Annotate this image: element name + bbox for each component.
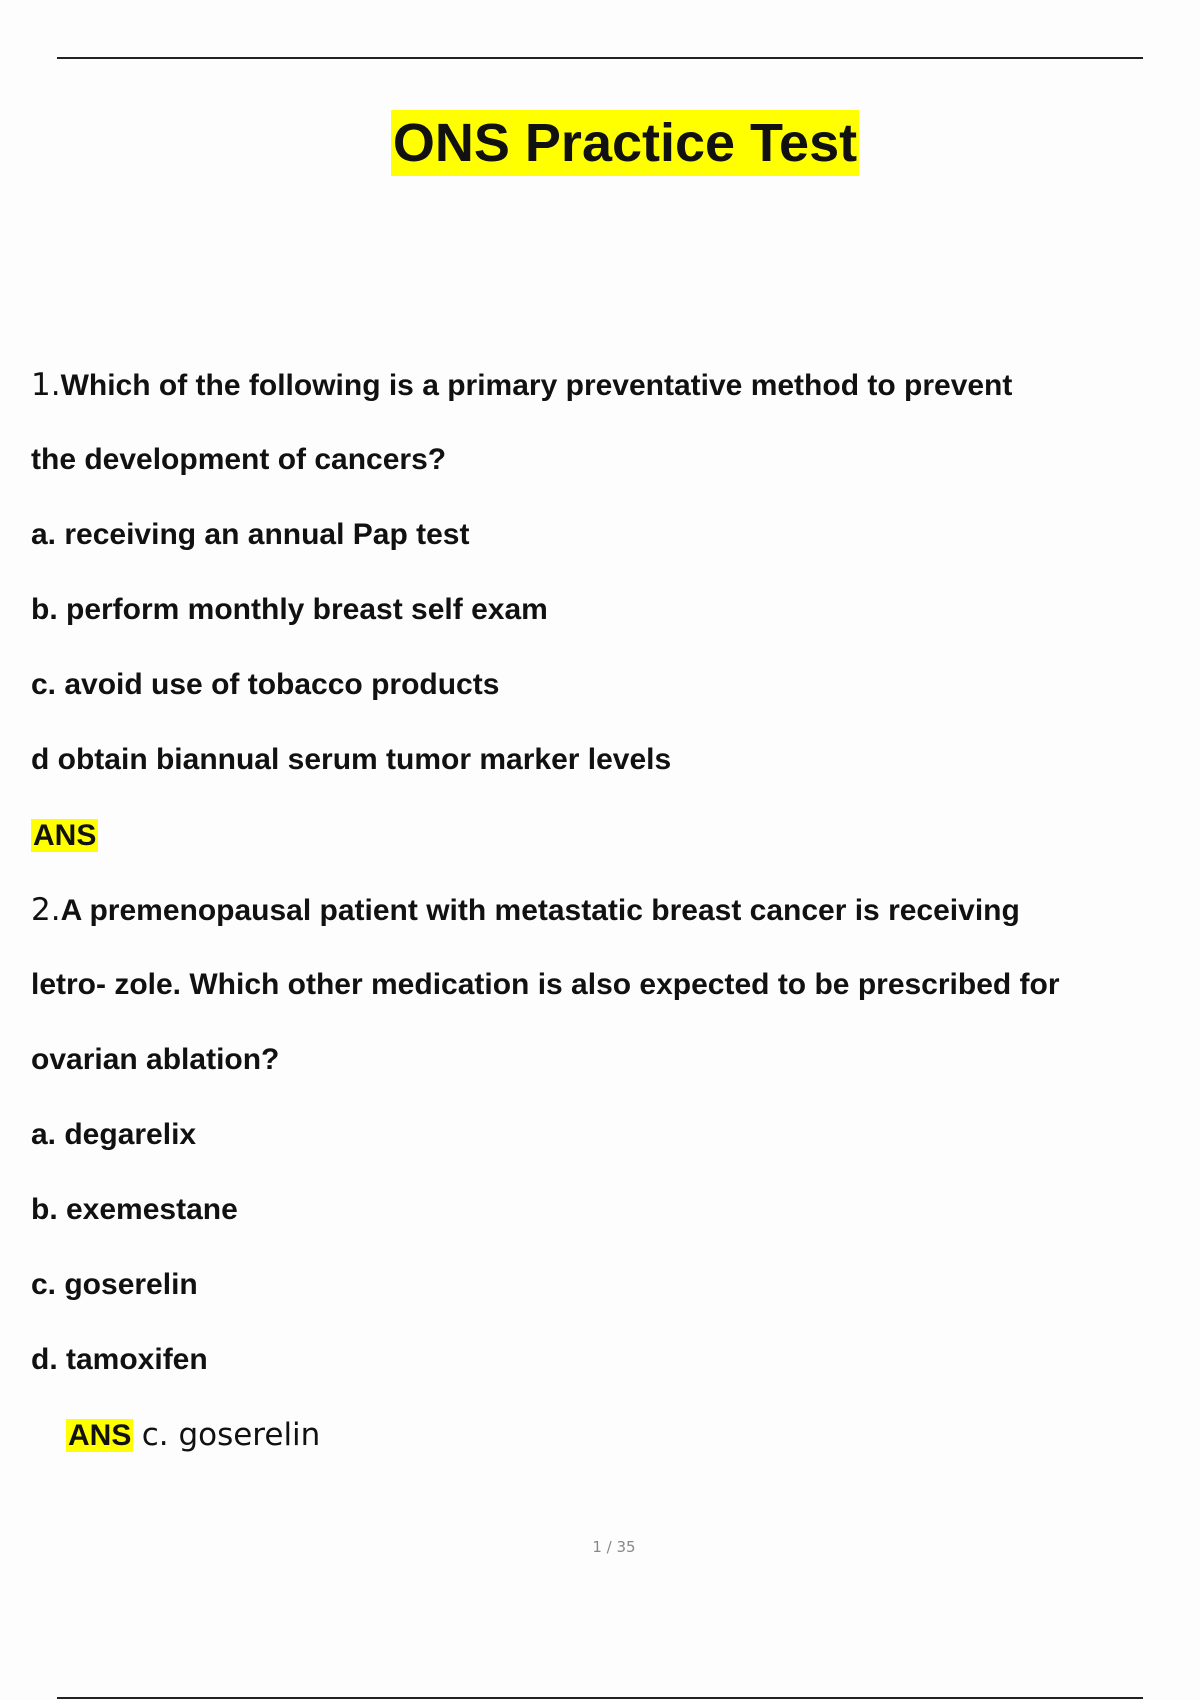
- question-stem-text: Which of the following is a primary preventative method to prevent: [60, 369, 1013, 402]
- question-stem-line: [31, 875, 1161, 950]
- answer-option: a. degarelix: [31, 1118, 197, 1151]
- question-stem-line: the development of cancers?: [31, 443, 447, 476]
- page-number: 1 / 35: [592, 1538, 636, 1556]
- question-stem-line: ovarian ablation?: [31, 1043, 280, 1076]
- answer-line: [31, 800, 1161, 875]
- answer-option: d. tamoxifen: [31, 1343, 208, 1376]
- document-body: [31, 350, 1161, 1475]
- answer-option: c. avoid use of tobacco products: [31, 668, 500, 701]
- answer-option: a. receiving an annual Pap test: [31, 518, 470, 551]
- answer-option: b. perform monthly breast self exam: [31, 593, 548, 626]
- answer-label: ANS: [33, 819, 97, 852]
- bottom-rule: [57, 1697, 1143, 1699]
- question-2: [31, 875, 1161, 1475]
- question-number: 1.: [31, 367, 61, 403]
- question-stem-line: [31, 350, 1161, 425]
- answer-option: b. exemestane: [31, 1193, 238, 1226]
- page-title: ONS Practice Test: [391, 110, 859, 176]
- answer-line: [31, 1400, 1161, 1475]
- answer-option: c. goserelin: [31, 1268, 198, 1301]
- answer-label: ANS: [68, 1419, 132, 1452]
- question-stem-line: letro- zole. Which other medication is also expected to be prescribed for: [31, 968, 1060, 1001]
- question-number: 2.: [31, 892, 61, 928]
- answer-option: d obtain biannual serum tumor marker levels: [31, 743, 672, 776]
- top-rule: [57, 57, 1143, 59]
- title-container: [0, 110, 1200, 176]
- question-1: [31, 350, 1161, 875]
- answer-text: c. goserelin: [141, 1417, 321, 1453]
- question-stem-text: A premenopausal patient with metastatic breast cancer is receiving: [60, 894, 1020, 927]
